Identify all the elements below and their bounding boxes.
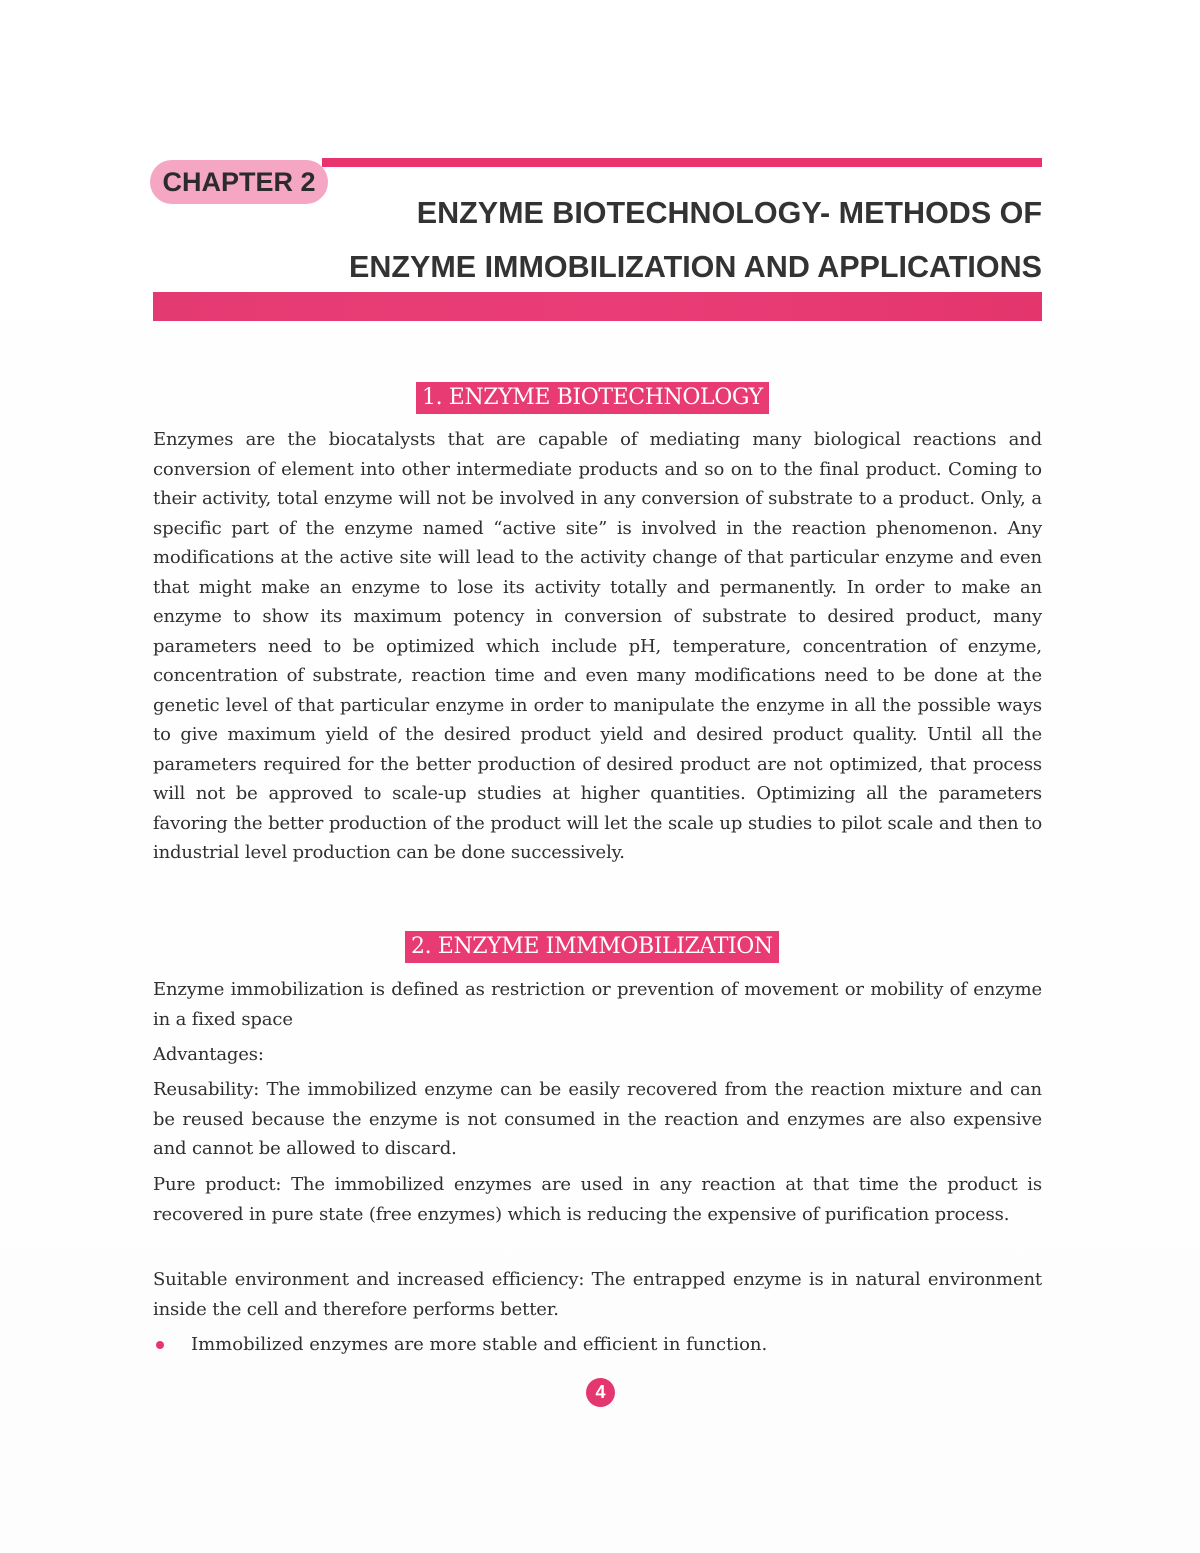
paragraph-reusability: Reusability: The immobilized enzyme can be easily recovered from the reaction mixture and can be reused because the enzyme is not consumed in the reaction and enzymes are also expensive and cannot be allowed to discard. (153, 1079, 1042, 1159)
title-banner-bar (153, 292, 1042, 321)
paragraph-pure-product: Pure product: The immobilized enzymes are used in any reaction at that time the product is recovered in pure state (free enzymes) which is reducing the expensive of purification process. (153, 1174, 1042, 1225)
bullet-text: Immobilized enzymes are more stable and efficient in function. (191, 1334, 768, 1355)
advantages-label: Advantages: (153, 1044, 264, 1065)
chapter-title-line-1: ENZYME BIOTECHNOLOGY- METHODS OF (416, 196, 1042, 230)
paragraph-enzyme-biotechnology: Enzymes are the biocatalysts that are capable of mediating many biological reactions and conversion of element into other intermediate products and so on to the final product. Coming to their activity, total enzyme will not be involved in any conversion of substrate to a product. Only, a specific part of the enzyme named “active site” is involved in the reaction phenomenon. Any modifications at the active site will lead to the activity change of that particular enzyme and even that might make an enzyme to lose its activity totally and permanently. In order to make an enzyme to show its maximum potency in conversion of substrate to desired product, many parameters need to be optimized which include pH, temperature, concentration of enzyme, concentration of substrate, reaction time and even many modifications need to be done at the genetic level of that particular enzyme in order to manipulate the enzyme in all the possible ways to give maximum yield of the desired product yield and desired product quality. Until all the parameters required for the better production of desired product are not optimized, that process will not be approved to scale-up studies at higher quantities. Optimizing all the parameters favoring the better production of the product will let the scale up studies to pilot scale and then to industrial level production can be done successively. (153, 429, 1042, 863)
paragraph-immobilization-definition: Enzyme immobilization is defined as restriction or prevention of movement or mobility of enzyme in a fixed space (153, 979, 1042, 1030)
section-heading-enzyme-immobilization: 2. ENZYME IMMMOBILIZATION (405, 931, 779, 963)
header-rule (322, 158, 1042, 167)
chapter-label: CHAPTER 2 (150, 160, 328, 204)
paragraph-suitable-environment: Suitable environment and increased efficiency: The entrapped enzyme is in natural environment inside the cell and therefore performs better. (153, 1269, 1042, 1320)
bullet-dot-icon (156, 1341, 164, 1349)
bullet-list-item (153, 1330, 1042, 1360)
page-number-badge: 4 (586, 1378, 615, 1407)
chapter-title-line-2: ENZYME IMMOBILIZATION AND APPLICATIONS (349, 250, 1042, 284)
section-heading-enzyme-biotechnology: 1. ENZYME BIOTECHNOLOGY (416, 382, 769, 414)
chapter-title (300, 186, 1042, 294)
